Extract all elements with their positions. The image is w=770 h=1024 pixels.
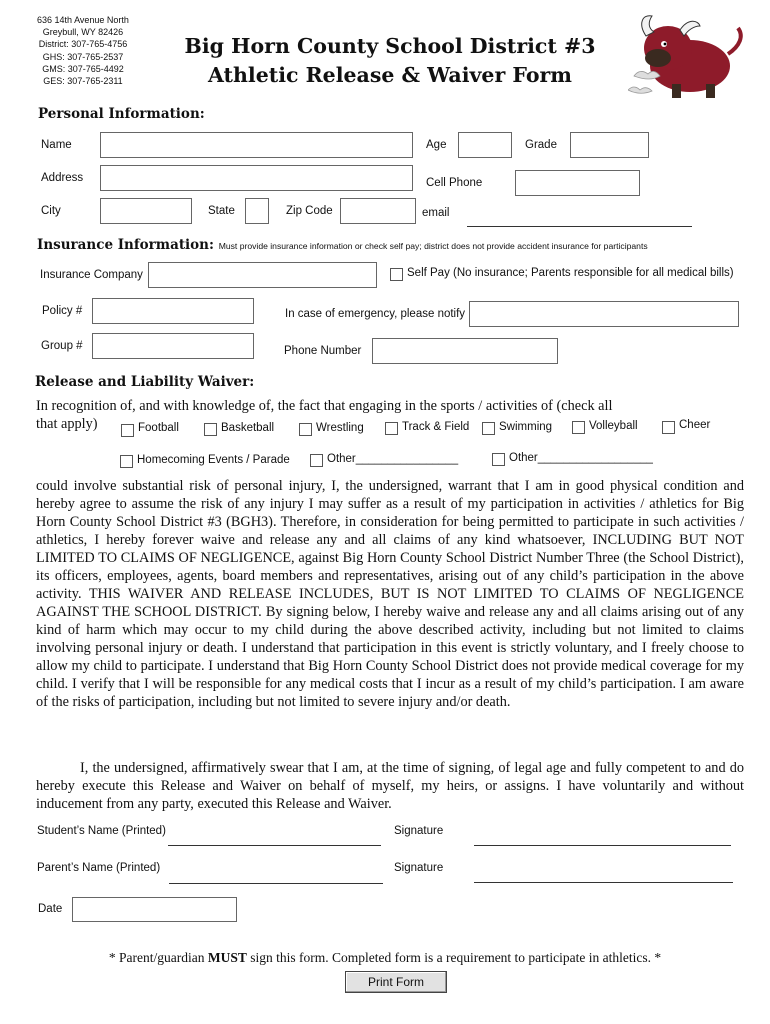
- phone-district: District: 307-765-4756: [38, 39, 128, 50]
- student-name-input[interactable]: [168, 826, 381, 846]
- policy-label: Policy #: [42, 305, 83, 317]
- name-input[interactable]: [100, 132, 413, 158]
- cheer-label: Cheer: [679, 419, 711, 431]
- parent-name-label: Parent’s Name (Printed): [37, 862, 161, 874]
- homecoming-checkbox[interactable]: [120, 455, 133, 468]
- buffalo-mascot-logo: [628, 6, 748, 106]
- phone-gms: GMS: 307-765-4492: [42, 63, 124, 74]
- insurance-heading: Insurance Information:: [37, 237, 214, 253]
- email-input[interactable]: [467, 209, 692, 227]
- form-title: [160, 32, 620, 90]
- football-label: Football: [138, 422, 179, 434]
- grade-label: Grade: [525, 139, 557, 151]
- district-address: [28, 14, 138, 87]
- age-input[interactable]: [458, 132, 512, 158]
- cheer-checkbox[interactable]: [662, 421, 675, 434]
- state-label: State: [208, 205, 235, 217]
- title-line-2: Athletic Release & Waiver Form: [208, 63, 572, 87]
- date-input[interactable]: [72, 897, 237, 922]
- wrestling-label: Wrestling: [316, 422, 364, 434]
- date-label: Date: [38, 903, 63, 915]
- footer-note: [0, 950, 770, 966]
- waiver-intro-line-1: In recognition of, and with knowledge of, the fact that engaging in the sports / activities of (check all: [36, 398, 613, 414]
- waiver-intro-line-2: that apply): [36, 416, 98, 432]
- track-field-label: Track & Field: [402, 421, 470, 433]
- track-field-checkbox[interactable]: [385, 422, 398, 435]
- phone-ghs: GHS: 307-765-2537: [42, 51, 124, 62]
- address-line: 636 14th Avenue North: [37, 15, 129, 25]
- personal-info-heading: Personal Information:: [38, 106, 205, 122]
- policy-input[interactable]: [92, 298, 254, 324]
- emergency-phone-label: Phone Number: [284, 345, 362, 357]
- print-form-button[interactable]: Print Form: [345, 971, 447, 993]
- group-label: Group #: [41, 340, 83, 352]
- waiver-heading: Release and Liability Waiver:: [35, 374, 255, 390]
- city-input[interactable]: [100, 198, 192, 224]
- name-label: Name: [41, 139, 72, 151]
- group-input[interactable]: [92, 333, 254, 359]
- other-1-checkbox[interactable]: [310, 454, 323, 467]
- address-line: Greybull, WY 82426: [42, 27, 124, 38]
- grade-input[interactable]: [570, 132, 649, 158]
- parent-signature-line[interactable]: [474, 864, 733, 883]
- other-2-checkbox[interactable]: [492, 453, 505, 466]
- title-line-1: Big Horn County School District #3: [184, 34, 596, 58]
- emergency-contact-input[interactable]: [469, 301, 739, 327]
- cell-phone-input[interactable]: [515, 170, 640, 196]
- age-label: Age: [426, 139, 447, 151]
- phone-ges: GES: 307-765-2311: [43, 76, 123, 87]
- other-1-label: Other________________: [327, 453, 459, 465]
- email-label: email: [422, 207, 450, 219]
- basketball-label: Basketball: [221, 422, 275, 434]
- insurance-company-label: Insurance Company: [40, 269, 143, 281]
- self-pay-label: Self Pay (No insurance; Parents responsible for all medical bills): [407, 267, 734, 279]
- parent-name-input[interactable]: [169, 864, 383, 884]
- wrestling-checkbox[interactable]: [299, 423, 312, 436]
- homecoming-label: Homecoming Events / Parade: [137, 454, 290, 466]
- insurance-note: Must provide insurance information or check self pay; district does not provide accident insurance for participants: [218, 241, 648, 251]
- volleyball-label: Volleyball: [589, 420, 638, 432]
- zip-code-input[interactable]: [340, 198, 416, 224]
- footer-note-pre: * Parent/guardian: [108, 950, 208, 965]
- volleyball-checkbox[interactable]: [572, 421, 585, 434]
- student-name-label: Student’s Name (Printed): [37, 825, 166, 837]
- cell-phone-label: Cell Phone: [426, 177, 483, 189]
- football-checkbox[interactable]: [121, 424, 134, 437]
- basketball-checkbox[interactable]: [204, 423, 217, 436]
- address-label: Address: [41, 172, 84, 184]
- address-input[interactable]: [100, 165, 413, 191]
- parent-signature-label: Signature: [394, 862, 444, 874]
- insurance-heading-row: [37, 237, 757, 253]
- waiver-body-text: could involve substantial risk of personal injury, I, the undersigned, warrant that I am in good physical condition and hereby agree to assume the risk of any injury I may suffer as a result of my participation in activities / athletics for Big Horn County School District #3 (BGH3). Therefore, in consideration for being permitted to participate in such activities / athletics, I hereby forever waive and release any and all claims of any kind whatsoever, INCLUDING BUT NOT LIMITED TO CLAIMS OF NEGLIGENCE, against Big Horn County School District Number Three (the School District), its officers, employees, agents, board members and representatives, arising out of any child’s participation in the above activity. THIS WAIVER AND RELEASE INCLUDES, BUT IS NOT LIMITED TO CLAIMS OF NEGLIGENCE AGAINST THE SCHOOL DISTRICT. By signing below, I hereby waive and release any and all claims arising out of any kind of harm which may occur to my child during the above described activity, including but not limited to claims involving personal injury or death. I understand that participation in this event is strictly voluntary, and I freely choose to allow my child to participate. I understand that Big Horn County School District does not provide medical coverage for my child. I verify that I will be responsible for any medical costs that I incur as a result of my child’s participation. I am aware of the risks of participation, including but not limited to severe injury and/or death.: [36, 478, 744, 710]
- insurance-company-input[interactable]: [148, 262, 377, 288]
- student-signature-line[interactable]: [474, 827, 731, 846]
- swimming-label: Swimming: [499, 421, 553, 433]
- swimming-checkbox[interactable]: [482, 422, 495, 435]
- emergency-contact-label: In case of emergency, please notify: [285, 308, 466, 320]
- zip-code-label: Zip Code: [286, 205, 333, 217]
- self-pay-checkbox[interactable]: [390, 268, 403, 281]
- city-label: City: [41, 205, 61, 217]
- student-signature-label: Signature: [394, 825, 444, 837]
- other-2-label: Other__________________: [509, 452, 653, 464]
- state-input[interactable]: [245, 198, 269, 224]
- footer-note-must: MUST: [207, 950, 247, 965]
- waiver-affirmation-text: I, the undersigned, affirmatively swear that I am, at the time of signing, of legal age and fully competent to and do hereby execute this Release and Waiver on behalf of myself, my heirs, or assigns. I have voluntarily and without inducement from any party, executed this Release and Waiver.: [36, 760, 744, 812]
- emergency-phone-input[interactable]: [372, 338, 558, 364]
- footer-note-post: sign this form. Completed form is a requirement to participate in athletics. *: [246, 950, 662, 965]
